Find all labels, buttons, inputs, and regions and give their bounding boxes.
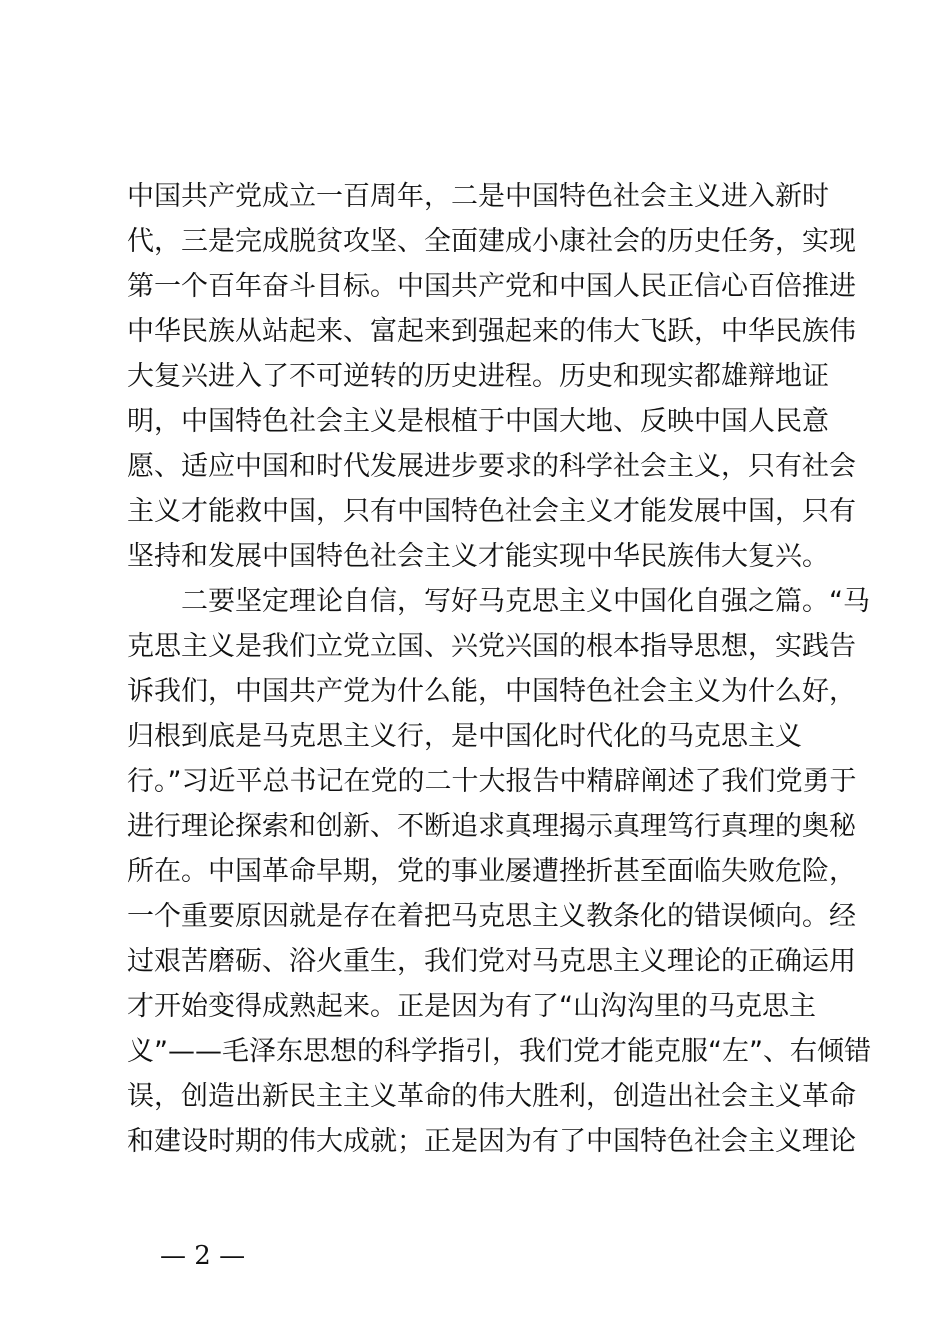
text-line: 克思主义是我们立党立国、兴党兴国的根本指导思想，实践告 xyxy=(127,631,856,662)
text-line: 才开始变得成熟起来。正是因为有了“山沟沟里的马克思主 xyxy=(127,991,816,1022)
text-line: 代，三是完成脱贫攻坚、全面建成小康社会的历史任务，实现 xyxy=(127,226,856,257)
text-line: 归根到底是马克思主义行，是中国化时代化的马克思主义 xyxy=(127,721,802,752)
text-line: 中华民族从站起来、富起来到强起来的伟大飞跃，中华民族伟 xyxy=(127,316,856,347)
text-line: 主义才能救中国，只有中国特色社会主义才能发展中国，只有 xyxy=(127,496,856,527)
text-line: 中国共产党成立一百周年，二是中国特色社会主义进入新时 xyxy=(127,181,829,212)
text-line: 明，中国特色社会主义是根植于中国大地、反映中国人民意 xyxy=(127,406,829,437)
text-line: 义”——毛泽东思想的科学指引，我们党才能克服“左”、右倾错 xyxy=(127,1036,871,1067)
text-line: 过艰苦磨砺、浴火重生，我们党对马克思主义理论的正确运用 xyxy=(127,946,856,977)
text-line: 二要坚定理论自信，写好马克思主义中国化自强之篇。“马 xyxy=(127,586,870,617)
text-line: 大复兴进入了不可逆转的历史进程。历史和现实都雄辩地证 xyxy=(127,361,829,392)
text-line: 愿、适应中国和时代发展进步要求的科学社会主义，只有社会 xyxy=(127,451,856,482)
text-line: 所在。中国革命早期，党的事业屡遭挫折甚至面临失败危险， xyxy=(127,856,856,887)
text-line: 和建设时期的伟大成就；正是因为有了中国特色社会主义理论 xyxy=(127,1126,856,1157)
text-line: 坚持和发展中国特色社会主义才能实现中华民族伟大复兴。 xyxy=(127,541,829,572)
text-line: 第一个百年奋斗目标。中国共产党和中国人民正信心百倍推进 xyxy=(127,271,856,302)
text-line: 进行理论探索和创新、不断追求真理揭示真理笃行真理的奥秘 xyxy=(127,811,856,842)
text-line: 误，创造出新民主主义革命的伟大胜利，创造出社会主义革命 xyxy=(127,1081,856,1112)
text-line: 诉我们，中国共产党为什么能，中国特色社会主义为什么好， xyxy=(127,676,856,707)
text-line: 一个重要原因就是存在着把马克思主义教条化的错误倾向。经 xyxy=(127,901,856,932)
page-number: — 2 — xyxy=(160,1241,246,1271)
text-line: 行。”习近平总书记在党的二十大报告中精辟阐述了我们党勇于 xyxy=(127,766,857,797)
